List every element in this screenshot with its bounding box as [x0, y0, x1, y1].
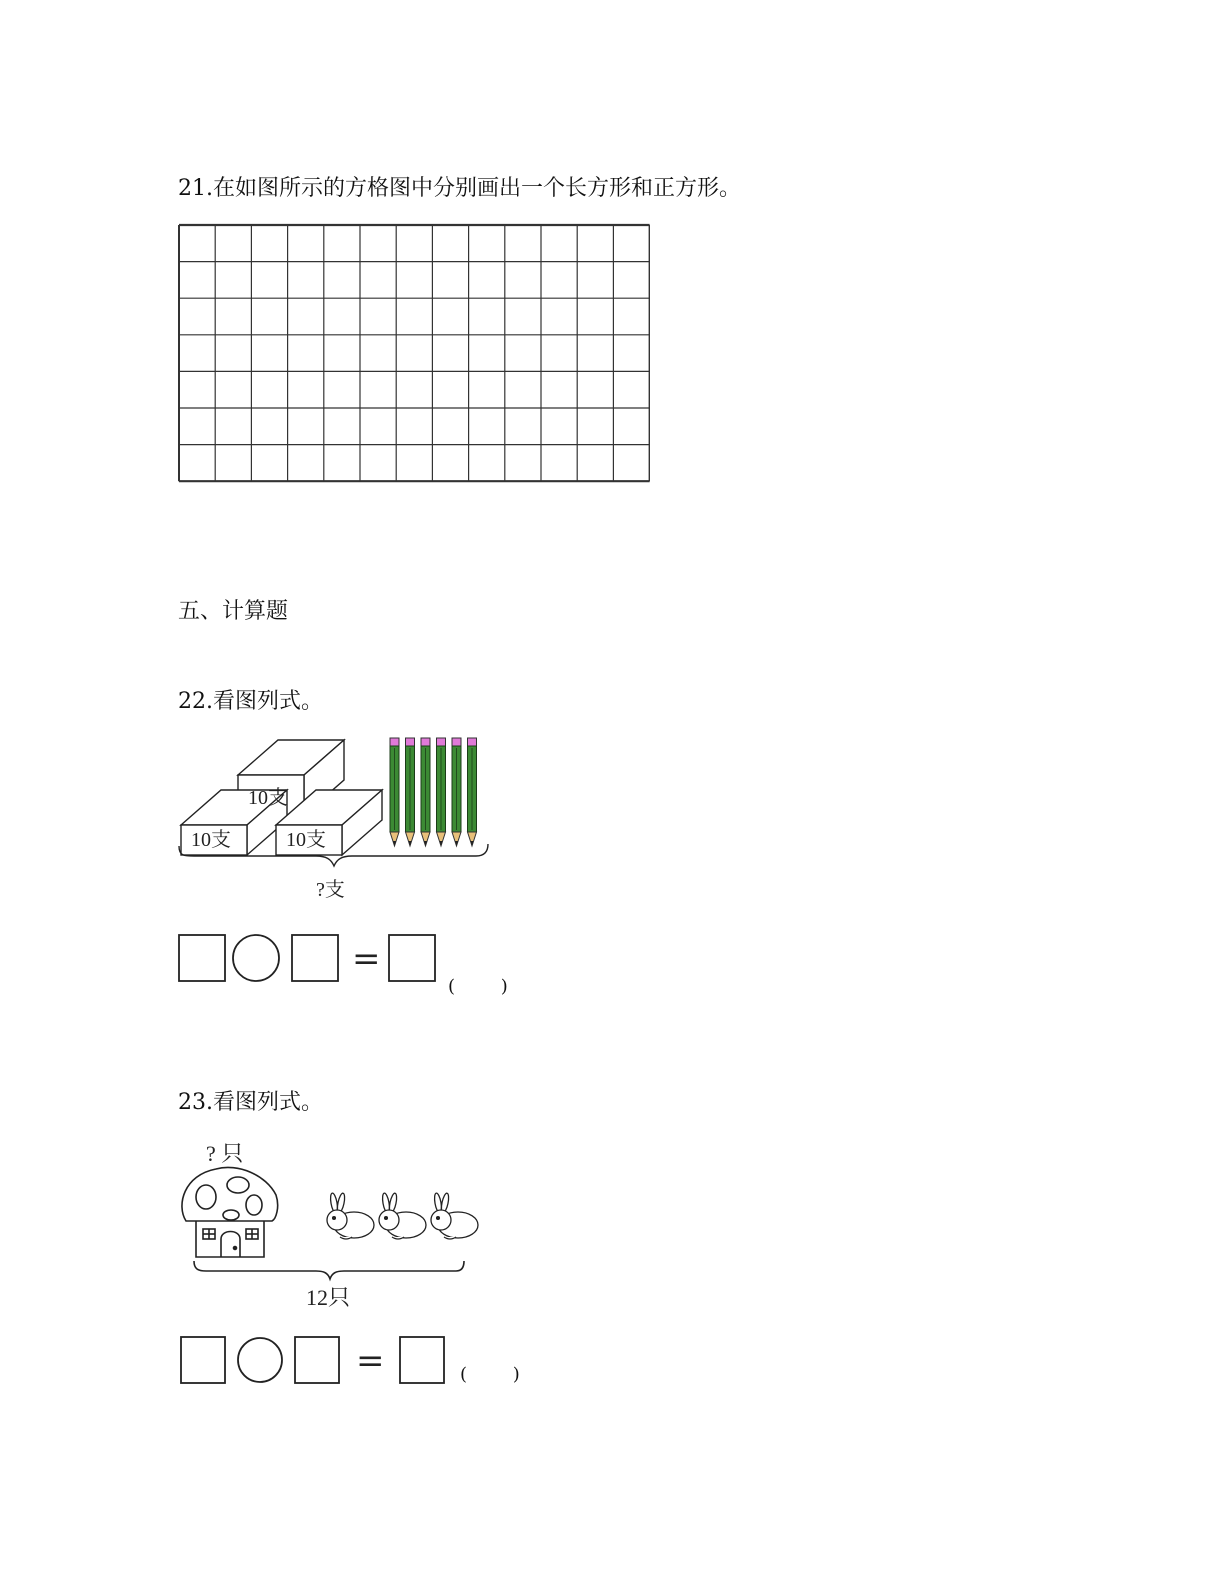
- answer-box-2[interactable]: [292, 935, 338, 981]
- rabbit-mushroom-figure: [176, 1135, 486, 1315]
- pencil-icon: [452, 738, 461, 846]
- square-grid: [176, 222, 650, 486]
- operator-circle[interactable]: [238, 1338, 282, 1382]
- unit-blank-23[interactable]: ( ): [460, 1364, 520, 1385]
- answer-box-1[interactable]: [181, 1337, 225, 1383]
- equals-sign: =: [356, 1341, 385, 1381]
- unit-blank-22[interactable]: ( ): [448, 976, 508, 997]
- box-label-top: 10支: [248, 787, 288, 809]
- box-label-right: 10支: [286, 829, 326, 851]
- pencil-icon: [390, 738, 399, 846]
- pencil-icon: [421, 738, 430, 846]
- answer-box-1[interactable]: [179, 935, 225, 981]
- pencil-boxes-figure: [176, 734, 496, 906]
- hidden-count-label: ? 只: [206, 1141, 244, 1166]
- answer-box-3[interactable]: [400, 1337, 444, 1383]
- question-21-text: 21.在如图所示的方格图中分别画出一个长方形和正方形。: [178, 176, 741, 201]
- rabbit-icon: [327, 1193, 374, 1239]
- answer-box-2[interactable]: [295, 1337, 339, 1383]
- operator-circle[interactable]: [233, 935, 279, 981]
- section-5-title: 五、计算题: [178, 599, 289, 624]
- pencil-icon: [406, 738, 415, 846]
- rabbit-icon: [379, 1193, 426, 1239]
- box-label-left: 10支: [191, 829, 231, 851]
- question-23-text: 23.看图列式。: [178, 1090, 323, 1115]
- pencil-icon: [437, 738, 446, 846]
- total-label: ?支: [316, 879, 345, 901]
- pencil-icon: [468, 738, 477, 846]
- equation-blanks-23: [178, 1334, 450, 1388]
- question-22-text: 22.看图列式。: [178, 689, 323, 714]
- total-count-label: 12只: [306, 1285, 351, 1310]
- equals-sign: =: [352, 939, 381, 979]
- rabbit-icon: [431, 1193, 478, 1239]
- equation-blanks-22: [176, 932, 442, 986]
- answer-box-3[interactable]: [389, 935, 435, 981]
